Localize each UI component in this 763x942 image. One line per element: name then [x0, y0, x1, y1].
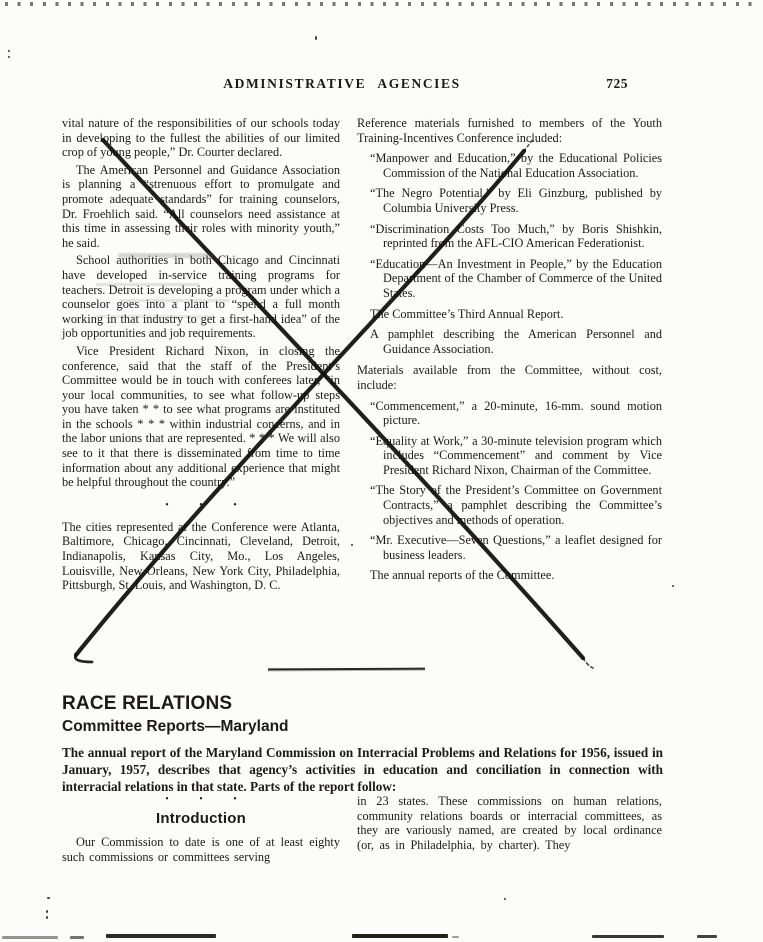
introduction-heading: Introduction	[156, 810, 246, 827]
reference-list-item: “Manpower and Education,” by the Educational Policies Commission of the National Education Association.	[370, 151, 662, 180]
paragraph: Our Commission to date is one of at least eighty such commissions or committees serving	[62, 835, 340, 864]
reference-list-intro: Reference materials furnished to members of the Youth Training-Incentives Conference included:	[357, 116, 662, 145]
section-subheading: Committee Reports—Maryland	[62, 718, 289, 735]
materials-list-item: The annual reports of the Committee.	[370, 568, 555, 583]
asterisk-separator: • • •	[165, 499, 251, 511]
materials-list-item: “The Story of the President’s Committee on Government Contracts,” a pamphlet describing the Committee’s objectives and methods of operation.	[370, 483, 662, 527]
ink-speck	[8, 50, 10, 52]
scan-smudge	[95, 315, 213, 318]
ink-speck	[47, 897, 50, 899]
section-lede: The annual report of the Maryland Commission on Interracial Problems and Relations for 1956, issued in January, 1957, describes that agency’s activities in education and conciliation in connection with interracial relations in that state. Parts of the report follow:	[62, 745, 663, 795]
ink-speck	[8, 56, 10, 58]
reference-list-item: The Committee’s Third Annual Report.	[370, 306, 564, 321]
paragraph: vital nature of the responsibilities of our schools today in developing to the fullest the abilities of our limited crop of young people,” Dr. Courter declared.	[62, 116, 340, 160]
reference-list-item: “The Negro Potential,” by Eli Ginzburg, published by Columbia University Press.	[370, 186, 662, 215]
scan-smudge	[120, 299, 230, 302]
materials-list-item: “Commencement,” a 20-minute, 16-mm. sound motion picture.	[370, 398, 662, 428]
materials-list-item: “Mr. Executive—Seven Questions,” a leaflet designed for business leaders.	[370, 533, 662, 562]
page-header	[62, 76, 662, 94]
section-two-columns	[62, 792, 662, 864]
page-number: 725	[606, 76, 628, 91]
materials-list-intro: Materials available from the Committee, without cost, include:	[357, 363, 662, 392]
scan-smudge	[70, 936, 84, 939]
scan-smudge	[118, 253, 214, 258]
ink-speck	[351, 544, 353, 546]
scan-top-edge-dots	[5, 2, 760, 6]
cross-out-stroke-descending-tail	[583, 658, 593, 668]
section-divider-rule	[268, 668, 425, 671]
section-left-column	[62, 792, 340, 864]
ink-speck	[46, 916, 48, 919]
paragraph: in 23 states. These commissions on human relations, community relations boards or interracial committees, as they are variously named, are created by local ordinance (or, as in Philadelphia, by charter). They	[357, 794, 662, 852]
article-left-column	[62, 116, 340, 593]
reference-list-item: “Discrimination Costs Too Much,” by Boris Shishkin, reprinted from the AFL-CIO American Federationist.	[370, 221, 662, 251]
section-right-column	[357, 792, 662, 864]
article-right-column	[357, 116, 662, 593]
scan-smudge	[106, 934, 216, 938]
conference-cities-paragraph: The cities represented at the Conference were Atlanta, Baltimore, Chicago, Cincinnati, Cleveland, Detroit, Indianapolis, Kansas City, Mo., Los Angeles, Louisville, New Orleans, New York City, Philadelphia, Pittsburgh, St. Louis, and Washington, D. C.	[62, 519, 340, 593]
scan-smudge	[2, 936, 58, 939]
scan-smudge	[697, 935, 717, 938]
scan-smudge	[452, 936, 459, 938]
section-header	[62, 693, 289, 736]
scan-smudge	[352, 934, 448, 938]
reference-list-item: A pamphlet describing the American Personnel and Guidance Association.	[370, 327, 662, 356]
ink-speck	[46, 910, 48, 913]
paragraph: Vice President Richard Nixon, in closing the conference, said that the staff of the President’s Committee would be in touch with conferees later, “in your local communities, to see what follow-up steps you have taken * * to see what programs are instituted in the schools * * * within industrial concerns, and in the labor unions that are represented. * * * We will also see to it that there is disseminated from time to time information about any additional experience that might be helpful throughout the country.”	[62, 343, 340, 490]
asterisk-separator: • • •	[165, 794, 251, 805]
running-head: ADMINISTRATIVE AGENCIES	[223, 76, 461, 91]
ink-speck	[672, 585, 674, 587]
cross-out-bottom-hook	[75, 655, 92, 662]
paragraph: School authorities in both Chicago and Cincinnati have developed in-service training programs for teachers. Detroit is developing a program under which a counselor goes into a plant to “spend a full month working in that industry to get a first-hand idea” of the job opportunities and job requirements.	[62, 253, 340, 341]
ink-speck	[315, 36, 317, 40]
materials-list-item: “Equality at Work,” a 30-minute television program which includes “Commencement” and comment by Vice President Richard Nixon, Chairman of the Committee.	[370, 433, 662, 477]
scan-smudge	[96, 283, 200, 286]
reference-list-item: “Education—An Investment in People,” by the Education Department of the Chamber of Commerce of the United States.	[370, 256, 662, 300]
scan-smudge	[592, 935, 664, 938]
ink-speck	[504, 898, 506, 900]
section-heading: RACE RELATIONS	[62, 693, 233, 714]
article-two-columns	[62, 116, 662, 593]
paragraph: The American Personnel and Guidance Association is planning a “strenuous effort to promulgate and promote adequate standards” for training counselors, Dr. Froehlich said. “All counselors need assistance at this time in assessing their roles with minority youth,” he said.	[62, 162, 340, 250]
